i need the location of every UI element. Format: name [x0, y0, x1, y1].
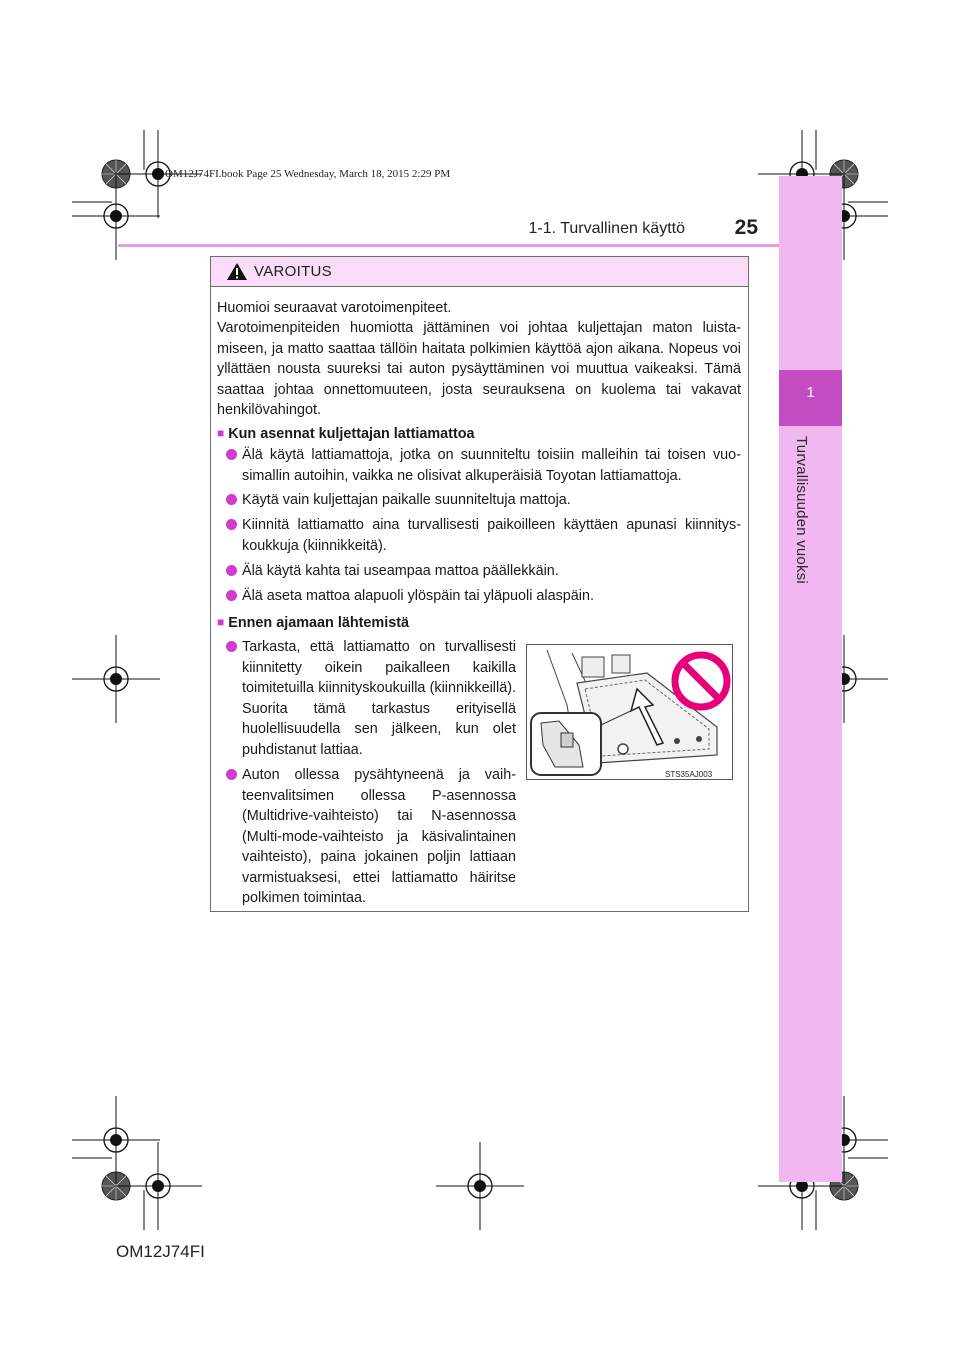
list-item: [226, 445, 741, 486]
bullet-dot-icon: [226, 449, 237, 460]
bullet-dot-icon: [226, 519, 237, 530]
section-heading: [217, 612, 737, 633]
list-item: [226, 515, 741, 556]
section-heading-text: Ennen ajamaan lähtemistä: [228, 615, 409, 631]
list-item-text: Kiinnitä lattiamatto aina turvallisesti paikoilleen käyttäen apunasi kiinnityskoukkuja (kiinnikkeitä).: [242, 517, 741, 554]
list-item-text: Älä käytä kahta tai useampaa mattoa päällekkäin.: [242, 563, 559, 579]
bullet-dot-icon: [226, 641, 237, 652]
square-bullet-icon: ■: [217, 426, 225, 440]
chapter-number: 1: [806, 384, 815, 401]
print-mark-text: OM12J74FI.book Page 25 Wednesday, March 18, 2015 2:29 PM: [165, 168, 451, 180]
warning-title: VAROITUS: [254, 263, 332, 280]
floor-mat-illustration: [526, 644, 733, 780]
section-title: 1-1. Turvallinen käyttö: [528, 220, 685, 237]
list-item: [226, 765, 516, 909]
warning-body: Varotoimenpiteiden huomiotta jättäminen voi johtaa kuljettajan maton luistamiseen, ja matto saattaa tällöin haitata polkimien käyttöä ajon aikana. Nopeus voi yllättäen nousta suureksi tai auton pysäyttäminen voi muuttua vaikeaksi. Tämä saattaa johtaa onnettomuuteen, josta seurauksena on kuolema tai vakavat henkilövahingot.: [217, 320, 741, 418]
header-rule: [118, 244, 779, 247]
bullet-dot-icon: [226, 590, 237, 601]
manual-code: OM12J74FI: [116, 1242, 205, 1261]
list-item-text: Käytä vain kuljettajan paikalle suunniteltuja mattoja.: [242, 492, 571, 508]
illustration-code: STS35AJ003: [665, 770, 713, 779]
section-heading-text: Kun asennat kuljettajan lattiamattoa: [228, 426, 475, 442]
list-item-text: Älä aseta mattoa alapuoli ylöspäin tai yläpuoli alaspäin.: [242, 588, 594, 604]
chapter-side-tab: [779, 176, 842, 1182]
list-item: [226, 637, 516, 760]
section-heading: [217, 423, 737, 444]
list-item: [226, 561, 741, 582]
floor-mat-drawing: [527, 645, 732, 779]
page-number: 25: [734, 216, 758, 239]
list-item: [226, 490, 741, 511]
bullet-dot-icon: [226, 494, 237, 505]
bullet-dot-icon: [226, 769, 237, 780]
square-bullet-icon: ■: [217, 615, 225, 629]
warning-triangle-icon: [226, 262, 248, 281]
warning-intro: Huomioi seuraavat varotoimenpiteet.: [217, 300, 452, 316]
list-item-text: Auton ollessa pysähtyneenä ja vaihteenvalitsimen ollessa P-asennossa (Multidrive-vaihteisto) tai N-asennossa (Multi-mode-vaihteisto ja käsivalintainen vaihteisto), paina jokainen poljin lattiaan varmistuaksesi, ettei lattiamatto häiritse polkimen toimintaa.: [242, 767, 516, 906]
list-item: [226, 586, 741, 607]
list-item-text: Tarkasta, että lattiamatto on turvallisesti kiinnitetty oikein paikalleen kaikilla toimitetuilla kiinnityskoukuilla (kiinnikkeillä). Suorita tämä tarkastus erityisellä huolellisuudella sen jälkeen, kun olet puhdistanut lattiaa.: [242, 639, 516, 758]
list-item-text: Älä käytä lattiamattoja, jotka on suunniteltu toisiin malleihin tai toisen vuosimallin autoihin, vaikka ne olisivat alkuperäisiä Toyotan lattiamattoja.: [242, 447, 741, 484]
chapter-label: Turvallisuuden vuoksi: [793, 436, 810, 584]
bullet-dot-icon: [226, 565, 237, 576]
